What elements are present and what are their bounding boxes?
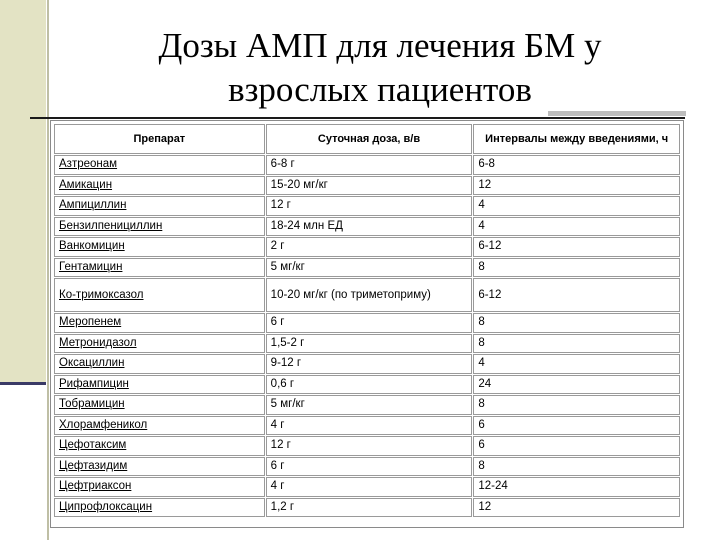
cell-interval: 8	[473, 313, 680, 333]
cell-interval: 6-8	[473, 155, 680, 175]
table-row	[54, 176, 680, 196]
dose-table-frame	[50, 120, 684, 528]
dose-table	[53, 123, 681, 518]
cell-drug: Амикацин	[54, 176, 265, 196]
table-row	[54, 375, 680, 395]
cell-dose: 1,2 г	[266, 498, 473, 518]
cell-drug: Цефтазидим	[54, 457, 265, 477]
cell-drug: Меропенем	[54, 313, 265, 333]
cell-dose: 5 мг/кг	[266, 395, 473, 415]
title-rule	[30, 117, 685, 119]
cell-drug: Цефотаксим	[54, 436, 265, 456]
side-decor-band	[0, 0, 46, 382]
table-row	[54, 436, 680, 456]
title-line-2: взрослых пациентов	[228, 70, 532, 109]
header-drug: Препарат	[54, 124, 265, 154]
cell-dose: 6 г	[266, 313, 473, 333]
table-row	[54, 237, 680, 257]
cell-dose: 2 г	[266, 237, 473, 257]
cell-drug: Рифампицин	[54, 375, 265, 395]
cell-interval: 12	[473, 498, 680, 518]
cell-dose: 0,6 г	[266, 375, 473, 395]
cell-drug: Оксациллин	[54, 354, 265, 374]
table-row	[54, 217, 680, 237]
cell-interval: 8	[473, 457, 680, 477]
table-header-row	[54, 124, 680, 154]
cell-drug: Ципрофлоксацин	[54, 498, 265, 518]
table-row	[54, 354, 680, 374]
cell-interval: 12	[473, 176, 680, 196]
table-row	[54, 477, 680, 497]
cell-dose: 10-20 мг/кг (по триметоприму)	[266, 278, 473, 312]
cell-dose: 6 г	[266, 457, 473, 477]
header-interval: Интервалы между введениями, ч	[473, 124, 680, 154]
table-row	[54, 416, 680, 436]
side-decor-line	[0, 382, 46, 385]
cell-interval: 4	[473, 217, 680, 237]
cell-drug: Азтреонам	[54, 155, 265, 175]
cell-interval: 6	[473, 416, 680, 436]
cell-interval: 8	[473, 395, 680, 415]
cell-drug: Хлорамфеникол	[54, 416, 265, 436]
cell-dose: 4 г	[266, 477, 473, 497]
cell-dose: 4 г	[266, 416, 473, 436]
title-rule-accent	[548, 111, 686, 116]
header-dose: Суточная доза, в/в	[266, 124, 473, 154]
table-body	[54, 155, 680, 517]
cell-interval: 4	[473, 354, 680, 374]
cell-interval: 6-12	[473, 278, 680, 312]
cell-interval: 24	[473, 375, 680, 395]
cell-dose: 15-20 мг/кг	[266, 176, 473, 196]
cell-dose: 6-8 г	[266, 155, 473, 175]
cell-drug: Ко-тримоксазол	[54, 278, 265, 312]
cell-drug: Гентамицин	[54, 258, 265, 278]
cell-drug: Цефтриаксон	[54, 477, 265, 497]
cell-interval: 8	[473, 258, 680, 278]
cell-dose: 9-12 г	[266, 354, 473, 374]
table-row	[54, 395, 680, 415]
table-row	[54, 313, 680, 333]
cell-interval: 6	[473, 436, 680, 456]
cell-interval: 8	[473, 334, 680, 354]
cell-interval: 4	[473, 196, 680, 216]
table-row	[54, 155, 680, 175]
cell-dose: 5 мг/кг	[266, 258, 473, 278]
cell-drug: Ванкомицин	[54, 237, 265, 257]
cell-drug: Тобрамицин	[54, 395, 265, 415]
cell-interval: 12-24	[473, 477, 680, 497]
cell-drug: Бензилпенициллин	[54, 217, 265, 237]
table-row	[54, 258, 680, 278]
table-row	[54, 278, 680, 312]
slide-title	[100, 24, 660, 112]
title-line-1: Дозы АМП для лечения БМ у	[158, 26, 602, 65]
table-row	[54, 498, 680, 518]
cell-interval: 6-12	[473, 237, 680, 257]
table-row	[54, 457, 680, 477]
table-row	[54, 196, 680, 216]
cell-dose: 12 г	[266, 436, 473, 456]
vertical-rule	[47, 0, 49, 540]
cell-dose: 18-24 млн ЕД	[266, 217, 473, 237]
cell-drug: Ампициллин	[54, 196, 265, 216]
cell-dose: 1,5-2 г	[266, 334, 473, 354]
table-row	[54, 334, 680, 354]
cell-dose: 12 г	[266, 196, 473, 216]
cell-drug: Метронидазол	[54, 334, 265, 354]
